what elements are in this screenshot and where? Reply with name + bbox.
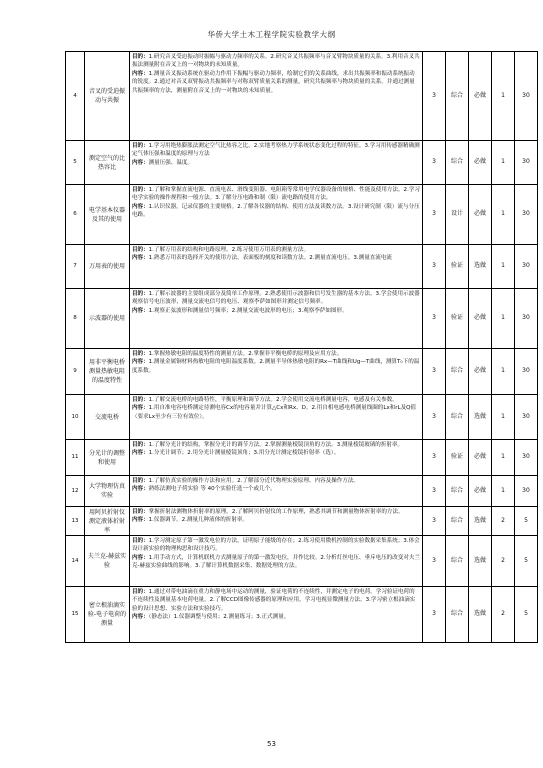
class-hours: 3: [423, 440, 446, 476]
experiment-name: 用非平衡电桥测量热敏电阻的温度特性: [85, 349, 130, 395]
content-label: 内容：: [132, 203, 149, 210]
requirement: 选做: [469, 536, 492, 587]
requirement: 必做: [469, 476, 492, 507]
group-count: 1: [492, 289, 515, 349]
purpose-text: 1.学习用绝热膨胀法测定空气比热容之比。2.实地考察热力学系统状态变化过程的特征。3.学习用传感器精确测定气体压强和温度的原理与方法: [132, 143, 420, 158]
content-text: 1.分光计调节；2.用分光计测量棱镜顶角；3.用分光计测定棱镜折射率（选）。: [148, 450, 340, 457]
purpose-label: 目的：: [132, 509, 149, 515]
experiment-name: 测定空气的比热容比: [85, 141, 130, 185]
experiment-name: 用阿贝折射仪测定液体折射率: [85, 507, 130, 536]
requirement: 选做: [469, 587, 492, 643]
page-number: 53: [267, 740, 276, 748]
table-row: [66, 289, 538, 349]
row-number: 15: [66, 587, 85, 643]
purpose-text: 1.掌握热敏电阻的温度特性的测量方法。2.掌握非平衡电桥的原理及应用方法。: [148, 351, 343, 357]
group-count: 1: [492, 476, 515, 507]
experiment-description: [130, 507, 423, 536]
content-text: 1.测量金属铜材料热敏电阻的电阻温度系数。2.测量半导体热敏电阻的Rx—T曲线和Ug—T曲线，测算T₀下的温度系数。: [132, 359, 420, 374]
group-count: 1: [492, 349, 515, 395]
experiment-name: 夫兰克-赫兹实验: [85, 536, 130, 587]
experiment-type: 综合: [446, 536, 469, 587]
purpose-label: 目的：: [132, 143, 149, 149]
class-hours: 3: [423, 289, 446, 349]
experiment-type: 验证: [446, 245, 469, 289]
experiment-description: [130, 52, 423, 141]
syllabus-table: [65, 51, 538, 643]
table-row: [66, 507, 538, 536]
row-number: 9: [66, 349, 85, 395]
experiment-description: [130, 289, 423, 349]
content-label: 内容：: [132, 359, 149, 366]
experiment-type: 综合: [446, 395, 469, 440]
class-hours: 3: [423, 349, 446, 395]
purpose-text: 1.了解示波器的主要组成部分及简单工作原理。2.熟悉使用示波器和信号发生器的基本方法。3.学会使用示波器观察信号电压波形，测量交流电信号的电压、观察李萨如图形并测定信号频率。: [132, 291, 420, 306]
group-count: 1: [492, 245, 515, 289]
experiment-type: 综合: [446, 587, 469, 643]
purpose-label: 目的：: [132, 291, 149, 297]
group-count: 2: [492, 536, 515, 587]
content-text: 测量压强、温度。: [148, 159, 194, 166]
experiment-description: [130, 476, 423, 507]
content-label: 内容：: [132, 486, 149, 493]
purpose-label: 目的：: [132, 54, 149, 60]
experiment-type: 综合: [446, 349, 469, 395]
purpose-label: 目的：: [132, 589, 149, 595]
requirement: 必做: [469, 289, 492, 349]
table-row: [66, 587, 538, 643]
purpose-label: 目的：: [132, 247, 149, 253]
experiment-type: 设计: [446, 185, 469, 245]
people-count: 30: [515, 395, 538, 440]
requirement: 选做: [469, 395, 492, 440]
class-hours: 3: [423, 587, 446, 643]
experiment-type: 验证: [446, 440, 469, 476]
experiment-description: [130, 536, 423, 587]
purpose-text: 1.了解分光计的结构，掌握分光计的调节方法。2.掌握测量棱镜顶角的方法。3.测量棱镜玻璃的折射率。: [148, 442, 404, 448]
row-number: 4: [66, 52, 85, 141]
row-number: 6: [66, 185, 85, 245]
people-count: 30: [515, 289, 538, 349]
content-label: 内容：: [132, 450, 149, 457]
people-count: 30: [515, 245, 538, 289]
people-count: 5: [515, 536, 538, 587]
experiment-name: 密立根油滴实验-电子电荷的测量: [85, 587, 130, 643]
content-label: 内容：: [132, 70, 149, 77]
experiment-name: 示波器的使用: [85, 289, 130, 349]
requirement: 选做: [469, 507, 492, 536]
content-text: 1.仪器调节。2.测量几种液体的折射率。: [148, 517, 248, 524]
purpose-label: 目的：: [132, 187, 149, 193]
purpose-text: 1.了解万用表的结构和电路原理。2.练习使用万用表的测量方法。: [148, 247, 309, 253]
people-count: 5: [515, 507, 538, 536]
content-text: 1.用自准电容电桥测定待测电容Cx的电容量并计算△Cx和Rx、D。2.用自相电感电桥测量线圈的Lx和rL及Q值（要求Lx至少有三位有效位）。: [132, 405, 417, 420]
group-count: 1: [492, 395, 515, 440]
content-text: 1.观察正弦波形和测量信号频率；2.测量交流电波形的电压；3.观察李萨如图形。: [148, 307, 348, 314]
experiment-name: 电学基本仪器及其的使用: [85, 185, 130, 245]
people-count: 30: [515, 476, 538, 507]
content-label: 内容：: [132, 517, 149, 524]
group-count: 2: [492, 507, 515, 536]
row-number: 12: [66, 476, 85, 507]
purpose-text: 1.通过对带电油滴在重力和静电场中运动的测量，验证电荷的不连续性，并测定电子的电荷。学习验证电荷的不连续性及测量基本电荷电量。2.了解CCD图像传感器的原理和应用，学习电视显微测量方法。3.学习密立根油滴实验的设计思想、实验方法和实验技巧。: [132, 589, 416, 612]
purpose-label: 目的：: [132, 538, 149, 544]
purpose-label: 目的：: [132, 397, 149, 403]
class-hours: 3: [423, 507, 446, 536]
group-count: 1: [492, 141, 515, 185]
requirement: 选做: [469, 245, 492, 289]
group-count: 2: [492, 587, 515, 643]
requirement: 必做: [469, 349, 492, 395]
table-row: [66, 141, 538, 185]
experiment-name: 音叉的受迫振动与共振: [85, 52, 130, 141]
experiment-type: 综合: [446, 141, 469, 185]
group-count: 1: [492, 52, 515, 141]
people-count: 30: [515, 185, 538, 245]
row-number: 7: [66, 245, 85, 289]
purpose-text: 1.了解仿真实验的操作方法和应用。2.了解部分近代物理实验原理、内容及操作方法。: [148, 478, 359, 484]
purpose-label: 目的：: [132, 442, 149, 448]
row-number: 13: [66, 507, 85, 536]
purpose-text: 1.了解和掌握直流电源、直流电表、滑线变阻器、电阻箱等常用电学仪器设备的规格、性能及使用方法。2.学习电学实验的操作规程和一般方法。3.了解分压电路和制（限）流电路的使用方法。: [132, 187, 420, 202]
class-hours: 3: [423, 52, 446, 141]
class-hours: 3: [423, 476, 446, 507]
content-label: 内容：: [132, 307, 149, 314]
experiment-description: [130, 245, 423, 289]
table-row: [66, 245, 538, 289]
people-count: 5: [515, 587, 538, 643]
requirement: 必做: [469, 440, 492, 476]
content-text: 1.用手动方式，计算机联机方式测量原子的第一激发电位，并作比较。2.分析灯丝电压、垂斥电压的改变对夫兰克-赫兹实验曲线的影响。3.了解计算机数据采集、数据处理的方法。: [132, 554, 420, 570]
people-count: 30: [515, 141, 538, 185]
table-row: [66, 52, 538, 141]
row-number: 8: [66, 289, 85, 349]
class-hours: 3: [423, 141, 446, 185]
content-label: 内容：: [132, 554, 149, 561]
experiment-name: 万用表的使用: [85, 245, 130, 289]
row-number: 10: [66, 395, 85, 440]
class-hours: 3: [423, 245, 446, 289]
content-label: 内容：: [132, 405, 149, 412]
purpose-label: 目的：: [132, 478, 149, 484]
experiment-name: 大学物理仿真实验: [85, 476, 130, 507]
experiment-type: 验证: [446, 289, 469, 349]
experiment-description: [130, 395, 423, 440]
table-row: [66, 536, 538, 587]
experiment-description: [130, 440, 423, 476]
content-label: 内容：: [132, 614, 149, 621]
content-text: 1.熟悉万用表的选择开关的使用方法，表面板的刻度和读数方法。2.测量直流电压。3.测量直流电流: [148, 255, 392, 262]
row-number: 11: [66, 440, 85, 476]
purpose-text: 1.研究音叉受迫振动时振幅与驱动力频率的关系。2.研究音叉共振频率与音叉臂物块质量的关系。3.利用音叉共振法测量附在音叉上的一对物块的未知质量。: [132, 54, 420, 69]
experiment-description: [130, 185, 423, 245]
requirement: 必做: [469, 185, 492, 245]
experiment-description: [130, 141, 423, 185]
table-row: [66, 185, 538, 245]
class-hours: 3: [423, 536, 446, 587]
content-label: 内容：: [132, 159, 149, 166]
table-row: [66, 476, 538, 507]
experiment-type: 综合: [446, 52, 469, 141]
experiment-type: 综合: [446, 476, 469, 507]
table-row: [66, 440, 538, 476]
requirement: 必做: [469, 141, 492, 185]
content-text: 1.测量音叉振动系统在驱动力作用下振幅与驱动力频率，绘制它们的关系曲线，求出共振频率和振动系统振动的锐度。2.通过对音叉双臂振动共振频率与对称双臂质量关系的测量，研究共振频率与物块质量的关系。并通过测量共振频率的方法，测量附在音叉上的一对物块的未知质量。: [132, 70, 415, 94]
class-hours: 3: [423, 185, 446, 245]
experiment-name: 分光计的调整和使用: [85, 440, 130, 476]
page-title: 华侨大学土木工程学院实验教学大纲: [207, 30, 336, 39]
group-count: 1: [492, 440, 515, 476]
requirement: 必做: [469, 52, 492, 141]
content-label: 内容：: [132, 255, 149, 262]
experiment-description: [130, 349, 423, 395]
purpose-text: 1.学习测定原子第一激发电位的方法，证明原子能级的存在；2.练习使用微机控制的实验数据采集系统；3.体会设计新实验的物理构思和设计技巧。: [132, 538, 420, 553]
class-hours: 3: [423, 395, 446, 440]
row-number: 5: [66, 141, 85, 185]
people-count: 30: [515, 52, 538, 141]
purpose-label: 目的：: [132, 351, 149, 357]
table-row: [66, 349, 538, 395]
content-text: 1.认识仪器，记录仪器的主要规格。2.了解各仪器的结构、使用方法及读数方法。3.设计研究制（限）流与分压电路。: [132, 203, 420, 219]
people-count: 30: [515, 440, 538, 476]
experiment-name: 交流电桥: [85, 395, 130, 440]
row-number: 14: [66, 536, 85, 587]
experiment-type: 综合: [446, 507, 469, 536]
group-count: 1: [492, 185, 515, 245]
purpose-text: 掌握折射法测物体折射率的原理。2.了解阿贝折射仪的工作原理，熟悉其调节和测量物体折射率的方法。: [148, 509, 404, 515]
purpose-text: 1.了解交流电桥的电路特性，平衡原理和调节方法。2.学会使用交流电桥测量电容，电感及有关参数。: [148, 397, 398, 403]
table-row: [66, 395, 538, 440]
content-text: （静态法）1.仪器调整与使用；2.测量练习；3.正式测量。: [148, 614, 290, 621]
content-text: 熟练法测电子荷实验 等 40个实验任选一个或几个。: [148, 486, 276, 493]
people-count: 30: [515, 349, 538, 395]
experiment-description: [130, 587, 423, 643]
